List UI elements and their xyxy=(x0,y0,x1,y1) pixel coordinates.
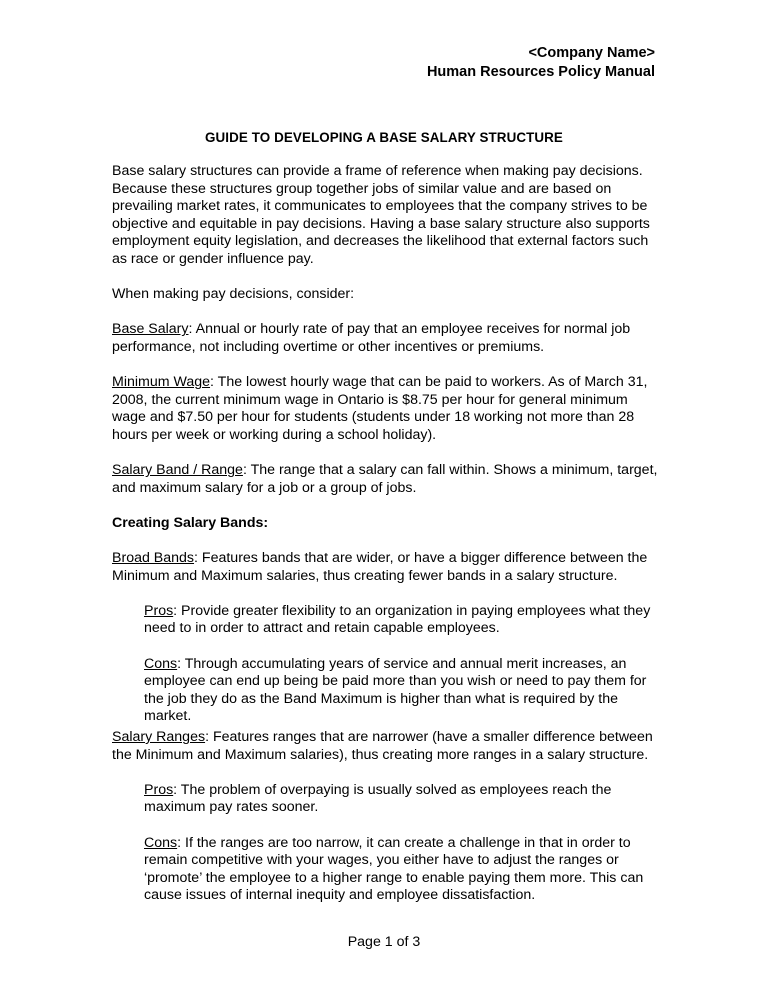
broad-bands-text: : Features bands that are wider, or have a bigger difference between the Minimum and Maximum salaries, thus creating fewer bands in a salary structure. xyxy=(112,550,648,584)
definition-minimum-wage xyxy=(112,374,662,444)
page-number: Page 1 of 3 xyxy=(347,934,421,950)
cons-term: Cons xyxy=(144,655,178,672)
definition-term: Base Salary xyxy=(112,321,189,338)
consider-paragraph: When making pay decisions, consider: xyxy=(112,286,355,303)
intro-paragraph: Base salary structures can provide a frame of reference when making pay decisions. Because these structures group together jobs of similar value and are based on prevailing market rates, it communicates to employees that the company strives to be objective and equitable in pay decisions. Having a base salary structure also supports employment equity legislation, and decreases the likelihood that external factors such as race or gender influence pay. xyxy=(112,163,650,267)
pros-text: : The problem of overpaying is usually solved as employees reach the maximum pay rates sooner. xyxy=(144,781,612,816)
salary-ranges-text: : Features ranges that are narrower (have a smaller difference between the Minimum and Maximum salaries), thus creating more ranges in a salary structure. xyxy=(112,729,653,763)
salary-ranges-term: Salary Ranges xyxy=(112,729,206,745)
pros-term: Pros xyxy=(144,781,174,798)
company-name: <Company Name> xyxy=(528,45,655,61)
page-header xyxy=(427,44,655,82)
cons-text: : Through accumulating years of service and annual merit increases, an employee can end up being be paid more than you wish or need to pay them for the job they do as the Band Maximum is higher than what is required by the market. xyxy=(144,655,647,725)
pros-term: Pros xyxy=(144,602,174,619)
definition-text: : The range that a salary can fall within. Shows a minimum, target, and maximum salary for a job or a group of jobs. xyxy=(112,462,658,496)
pros-text: : Provide greater flexibility to an organization in paying employees what they need to in order to attract and retain capable employees. xyxy=(144,602,651,637)
broad-bands-cons xyxy=(144,656,662,726)
broad-bands-pros xyxy=(144,603,662,638)
salary-ranges-cons xyxy=(144,835,662,905)
definition-text: : Annual or hourly rate of pay that an employee receives for normal job performance, not including overtime or other incentives or premiums. xyxy=(112,321,631,355)
definition-base-salary xyxy=(112,321,662,356)
broad-bands-paragraph xyxy=(112,550,662,585)
definition-salary-band xyxy=(112,462,662,497)
salary-ranges-pros xyxy=(144,782,662,817)
salary-ranges-paragraph xyxy=(112,729,662,764)
document-title: GUIDE TO DEVELOPING A BASE SALARY STRUCTURE xyxy=(205,130,563,145)
document-body xyxy=(112,163,662,923)
cons-term: Cons xyxy=(144,834,178,851)
definition-term: Minimum Wage xyxy=(112,374,211,391)
broad-bands-term: Broad Bands xyxy=(112,550,195,567)
definition-text: : The lowest hourly wage that can be paid to workers. As of March 31, 2008, the current minimum wage in Ontario is $8.75 per hour for general minimum wage and $7.50 per hour for students (students under 18 working not more than 28 hours per week or working during a school holiday). xyxy=(112,374,648,443)
cons-text: : If the ranges are too narrow, it can create a challenge in that in order to remain competitive with your wages, you either have to adjust the ranges or ‘promote’ the employee to a higher range to enable paying them more. This can cause issues of internal inequity and employee dissatisfaction. xyxy=(144,834,644,904)
manual-title: Human Resources Policy Manual xyxy=(426,64,655,80)
definition-term: Salary Band / Range xyxy=(112,462,243,479)
section-heading: Creating Salary Bands: xyxy=(112,514,269,531)
